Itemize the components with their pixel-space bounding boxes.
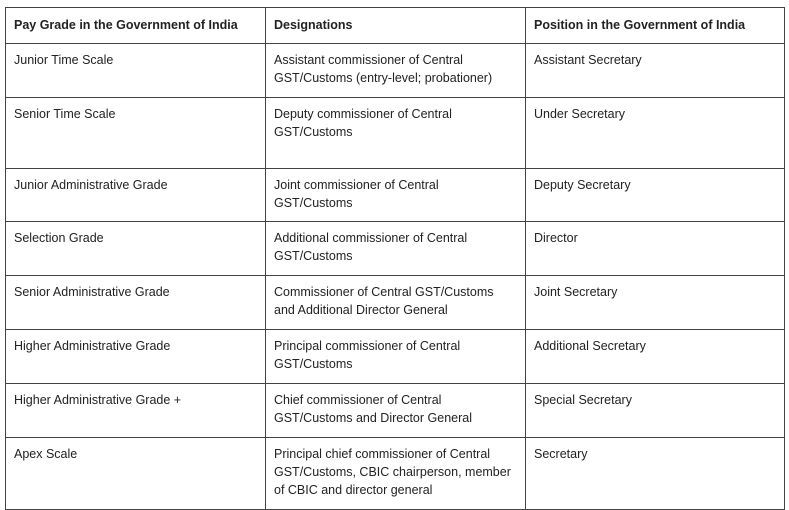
position-cell: Under Secretary <box>526 98 785 169</box>
pay-grade-cell: Apex Scale <box>6 438 266 510</box>
designation-cell: Deputy commissioner of Central GST/Customs <box>266 98 526 169</box>
table-row <box>6 276 785 330</box>
table-row <box>6 44 785 98</box>
table-row <box>6 222 785 276</box>
table-row <box>6 384 785 438</box>
pay-grade-cell: Junior Administrative Grade <box>6 169 266 222</box>
position-cell: Assistant Secretary <box>526 44 785 98</box>
header-position: Position in the Government of India <box>526 8 785 44</box>
pay-grade-table <box>5 7 785 510</box>
pay-grade-cell: Senior Time Scale <box>6 98 266 169</box>
header-pay-grade: Pay Grade in the Government of India <box>6 8 266 44</box>
designation-cell: Principal chief commissioner of Central GST/Customs, CBIC chairperson, member of CBIC and director general <box>266 438 526 510</box>
designation-cell: Principal commissioner of Central GST/Customs <box>266 330 526 384</box>
pay-grade-cell: Higher Administrative Grade <box>6 330 266 384</box>
position-cell: Special Secretary <box>526 384 785 438</box>
position-cell: Additional Secretary <box>526 330 785 384</box>
position-cell: Joint Secretary <box>526 276 785 330</box>
pay-grade-cell: Junior Time Scale <box>6 44 266 98</box>
designation-cell: Assistant commissioner of Central GST/Customs (entry-level; probationer) <box>266 44 526 98</box>
designation-cell: Additional commissioner of Central GST/Customs <box>266 222 526 276</box>
header-designations: Designations <box>266 8 526 44</box>
pay-grade-cell: Selection Grade <box>6 222 266 276</box>
designation-cell: Commissioner of Central GST/Customs and Additional Director General <box>266 276 526 330</box>
table-row <box>6 98 785 169</box>
table-header-row <box>6 8 785 44</box>
position-cell: Deputy Secretary <box>526 169 785 222</box>
designation-cell: Joint commissioner of Central GST/Customs <box>266 169 526 222</box>
table-row <box>6 330 785 384</box>
designation-cell: Chief commissioner of Central GST/Customs and Director General <box>266 384 526 438</box>
position-cell: Secretary <box>526 438 785 510</box>
table-row <box>6 438 785 510</box>
pay-grade-cell: Higher Administrative Grade + <box>6 384 266 438</box>
table-row <box>6 169 785 222</box>
position-cell: Director <box>526 222 785 276</box>
pay-grade-cell: Senior Administrative Grade <box>6 276 266 330</box>
